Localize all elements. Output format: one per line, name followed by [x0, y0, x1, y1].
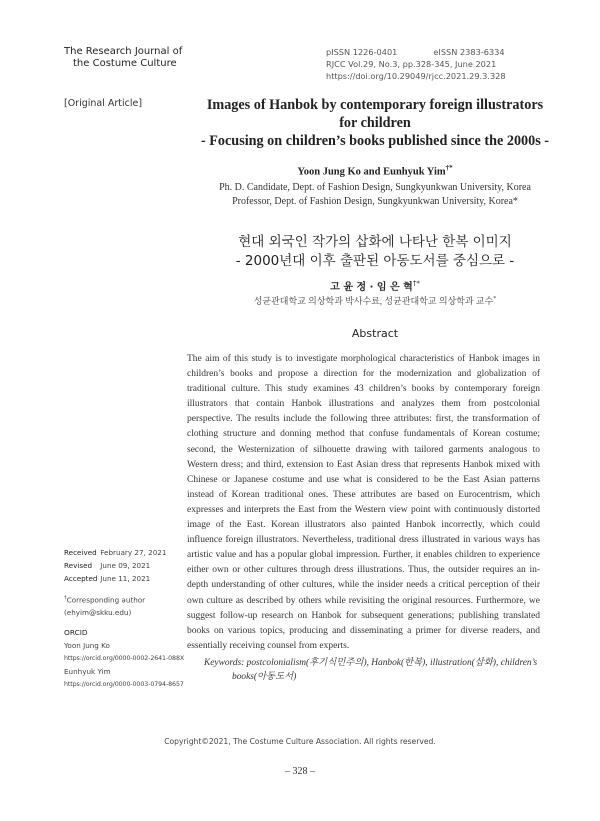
journal-name-line1: The Research Journal of [64, 46, 183, 57]
corresponding-email[interactable]: (ehyim@skku.edu) [64, 608, 132, 618]
issn-block [326, 46, 546, 82]
affiliations-en [175, 181, 575, 209]
keywords [204, 656, 540, 684]
authors-ko-names: 고 윤 정 · 임 은 혁 [330, 282, 413, 293]
affiliation-ko [175, 294, 575, 307]
orcid-heading: ORCID [64, 628, 88, 638]
received-row [64, 546, 184, 559]
affiliation-en-1: Ph. D. Candidate, Dept. of Fashion Design, Sungkyunkwan University, Korea [219, 182, 531, 193]
page-number: – 328 – [285, 766, 315, 777]
keywords-line2: books(아동도서) [232, 672, 297, 682]
affiliation-ko-text: 성균관대학교 의상학과 박사수료, 성균관대학교 의상학과 교수 [253, 296, 494, 306]
authors-en-names: Yoon Jung Ko and Eunhyuk Yim [297, 166, 446, 178]
title-en-line1: Images of Hanbok by contemporary foreign illustrators [206, 97, 544, 113]
title-en-subtitle: - Focusing on children’s books published since the 2000s - [200, 133, 550, 149]
orcid-link-2[interactable]: https://orcid.org/0000-0003-0794-8657 [64, 681, 184, 689]
authors-en-mark: †* [445, 164, 453, 172]
keywords-label: Keywords: [204, 658, 245, 668]
orcid-name-2: Eunhyuk Yim [64, 667, 111, 677]
title-ko-line1: 현대 외국인 작가의 삽화에 나타난 한복 이미지 [238, 234, 512, 250]
affiliation-en-2: Professor, Dept. of Fashion Design, Sungkyunkwan University, Korea* [232, 196, 518, 207]
title-en [175, 96, 575, 150]
authors-en [175, 164, 575, 178]
eissn: eISSN 2383-6334 [433, 47, 505, 57]
accepted-date: June 11, 2021 [100, 574, 151, 583]
corresponding-author [64, 592, 184, 606]
revised-label: Revised [64, 561, 93, 570]
doi-link[interactable]: https://doi.org/10.29049/rjcc.2021.29.3.328 [326, 71, 506, 81]
orcid-name-1: Yoon Jung Ko [64, 641, 110, 651]
authors-ko-mark: †* [412, 279, 420, 288]
keywords-line1: postcolonialism(후기식민주의), Hanbok(한복), illustration(삽화), children’s [244, 658, 538, 668]
accepted-label: Accepted [64, 574, 98, 583]
orcid-link-1[interactable]: https://orcid.org/0000-0002-2641-088X [64, 655, 185, 663]
revised-row [64, 559, 184, 572]
copyright: Copyright©2021, The Costume Culture Association. All rights reserved. [164, 737, 436, 746]
article-type: [Original Article] [64, 98, 143, 109]
corresponding-label: Corresponding author [66, 595, 146, 605]
journal-name [64, 46, 214, 70]
title-ko [175, 233, 575, 271]
revised-date: June 09, 2021 [100, 561, 151, 570]
title-en-line2: for children [339, 115, 411, 131]
abstract-body: The aim of this study is to investigate morphological characteristics of Hanbok images in children’s books and propose a direction for the modernization and globalization of traditional culture. This study examines 43 children’s books by contemporary foreign illustrators that contain Hanbok illustrations and analyzes them from postcolonial perspective. The results include the following three attributes: first, the transformation of clothing structure and donning method that confuse fundamentals of Korean costume; second, the Westernization of silhouette drawing with tailored garments analogous to Western dress; and third, extension to East Asian dress that represents Hanbok mixed with Chinese or Japanese costume and use what is considered to be the East Asian patterns instead of Korean traditional ones. These attributes are based on Eurocentrism, which expresses and interprets the East from the Western view point with continuously distorted image of the East. Korean illustrators also painted Hanbok incorrectly, which could influence foreign illustrators. Nevertheless, traditional dress illustrated in various ways has artistic value and has a popular global impression. Further, it enables children to experience either own or other cultures through dress illustrations. Thus, the outsider requires an in-depth understanding of other cultures, while the insider needs a critical perception of their own culture as described by others while revisiting the original resources. Furthermore, we suggest follow-up research on Hanbok for subsequent generations; publishing translated books on various topics, producing and disseminating a primer for diverse readers, and essentially receiving counsel from experts. [187, 354, 540, 651]
sidebar-info [64, 546, 184, 691]
affiliation-ko-mark: * [493, 296, 497, 302]
corresponding-mark: † [64, 595, 67, 601]
abstract-heading: Abstract [351, 327, 399, 340]
authors-ko [175, 278, 575, 293]
received-label: Received [64, 548, 97, 557]
journal-name-line2: the Costume Culture [73, 58, 177, 69]
title-ko-subtitle: - 2000년대 이후 출판된 아동도서를 중심으로 - [235, 253, 515, 269]
accepted-row [64, 572, 184, 585]
received-date: February 27, 2021 [100, 548, 167, 557]
pissn: pISSN 1226-0401 [326, 47, 398, 57]
volume-info: RJCC Vol.29, No.3, pp.328-345, June 2021 [326, 59, 497, 69]
